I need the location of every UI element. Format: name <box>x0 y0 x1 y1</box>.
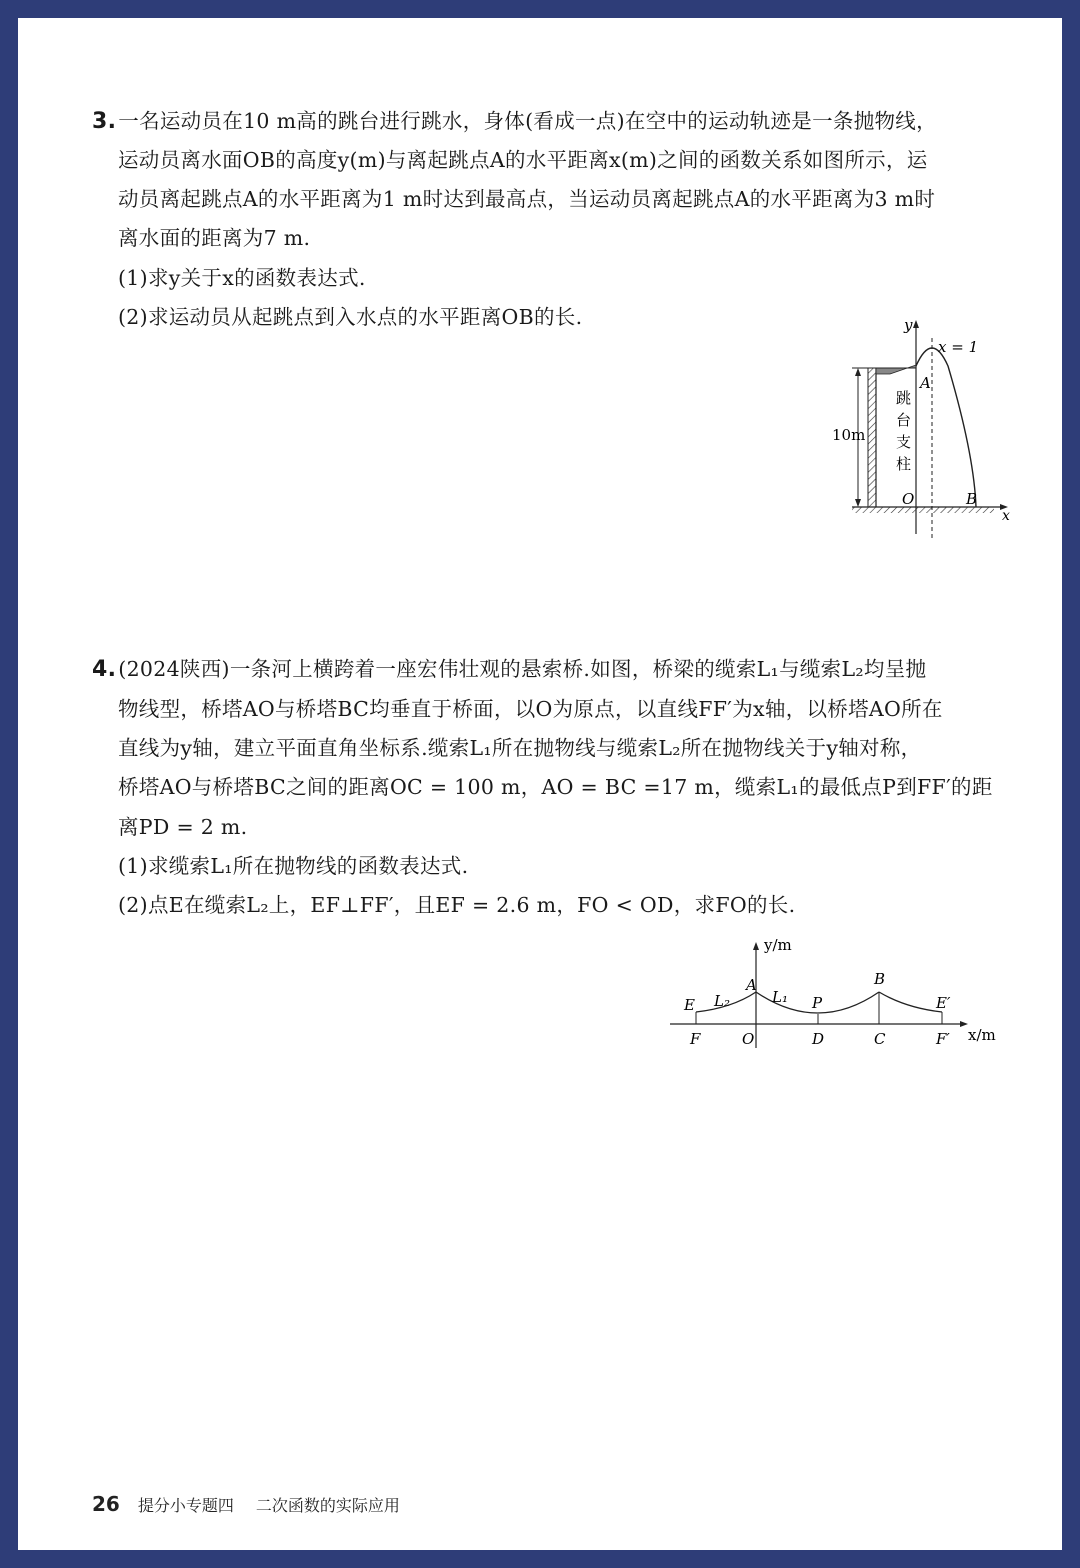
problem-4-text-1: (2024陕西)一条河上横跨着一座宏伟壮观的悬索桥.如图，桥梁的缆索L₁与缆索L₂均呈抛 <box>118 657 927 681</box>
problem-3-question-1: (1)求y关于x的函数表达式. <box>118 266 366 290</box>
height-arrow-top <box>855 368 861 376</box>
label-p: P <box>812 994 823 1012</box>
problem-4-line-4: 桥塔AO与桥塔BC之间的距离OC = 100 m，AO = BC =17 m，缆索L₁的最低点P到FF′的距 <box>118 775 993 799</box>
page-number: 26 <box>92 1492 120 1516</box>
footer-section: 提分小专题四 <box>137 1496 234 1515</box>
axis-equation-label: x = 1 <box>938 338 979 356</box>
label-d: D <box>812 1030 825 1048</box>
x-axis-label: x <box>1002 508 1010 524</box>
problem-3-line-1 <box>92 102 992 141</box>
label-e: E <box>684 996 695 1014</box>
trajectory-curve <box>916 348 976 507</box>
footer-title: 二次函数的实际应用 <box>255 1496 400 1515</box>
label-a: A <box>746 976 757 994</box>
page-footer <box>92 1492 400 1516</box>
label-f: F <box>690 1030 701 1048</box>
label-e-prime: E′ <box>936 994 951 1012</box>
y-axis-arrow <box>753 942 759 950</box>
label-c: C <box>874 1030 886 1048</box>
label-l2: L₂ <box>714 992 730 1010</box>
problem-4-question-2: (2)点E在缆索L₂上，EF⊥FF′，且EF = 2.6 m，FO < OD，求FO的长. <box>118 893 796 917</box>
problem-4-question-1: (1)求缆索L₁所在抛物线的函数表达式. <box>118 854 469 878</box>
platform <box>876 365 916 374</box>
problem-4-line-3: 直线为y轴，建立平面直角坐标系.缆索L₁所在抛物线与缆索L₂所在抛物线关于y轴对称， <box>118 736 922 760</box>
problem-3-figure <box>828 314 1018 548</box>
problem-3-question-2: (2)求运动员从起跳点到入水点的水平距离OB的长. <box>118 305 583 329</box>
point-o-label: O <box>902 490 915 508</box>
pillar-char-4: 柱 <box>896 455 912 473</box>
problem-4-line-2: 物线型，桥塔AO与桥塔BC均垂直于桥面，以O为原点，以直线FF′为x轴，以桥塔AO所在 <box>118 697 943 721</box>
problem-3-text-1: 一名运动员在10 m高的跳台进行跳水，身体(看成一点)在空中的运动轨迹是一条抛物线， <box>118 109 937 133</box>
y-axis-arrow <box>913 320 919 328</box>
problem-4-number: 4. <box>92 657 117 682</box>
label-o: O <box>742 1030 755 1048</box>
problem-3-number: 3. <box>92 109 117 134</box>
pillar-char-2: 台 <box>896 411 912 429</box>
pillar-hatch <box>868 368 876 507</box>
height-arrow-bottom <box>855 499 861 507</box>
problem-4-line-5: 离PD = 2 m. <box>118 815 248 839</box>
problem-3-line-4: 离水面的距离为7 m. <box>118 226 311 250</box>
cable-right <box>879 992 942 1012</box>
point-b-label: B <box>966 490 978 508</box>
problem-3-line-3: 动员离起跳点A的水平距离为1 m时达到最高点，当运动员离起跳点A的水平距离为3 m时 <box>118 187 936 211</box>
page <box>18 18 1062 1550</box>
pillar-char-1: 跳 <box>896 389 912 407</box>
pillar-char-3: 支 <box>896 433 912 451</box>
problem-4-line-1 <box>92 650 992 689</box>
label-l1: L₁ <box>772 988 788 1006</box>
label-b: B <box>874 970 886 988</box>
diving-diagram <box>828 314 1018 544</box>
y-axis-label: y <box>904 316 913 334</box>
x-axis-label: x/m <box>968 1026 996 1044</box>
y-axis-label: y/m <box>764 938 792 954</box>
problem-3-line-2: 运动员离水面OB的高度y(m)与离起跳点A的水平距离x(m)之间的函数关系如图所示，运 <box>118 148 928 172</box>
height-label: 10m <box>832 426 866 444</box>
bridge-diagram <box>666 938 1006 1068</box>
label-f-prime: F′ <box>936 1030 950 1048</box>
x-axis-arrow <box>960 1021 968 1027</box>
problem-4-figure <box>666 938 1006 1072</box>
point-a-label: A <box>920 374 931 392</box>
